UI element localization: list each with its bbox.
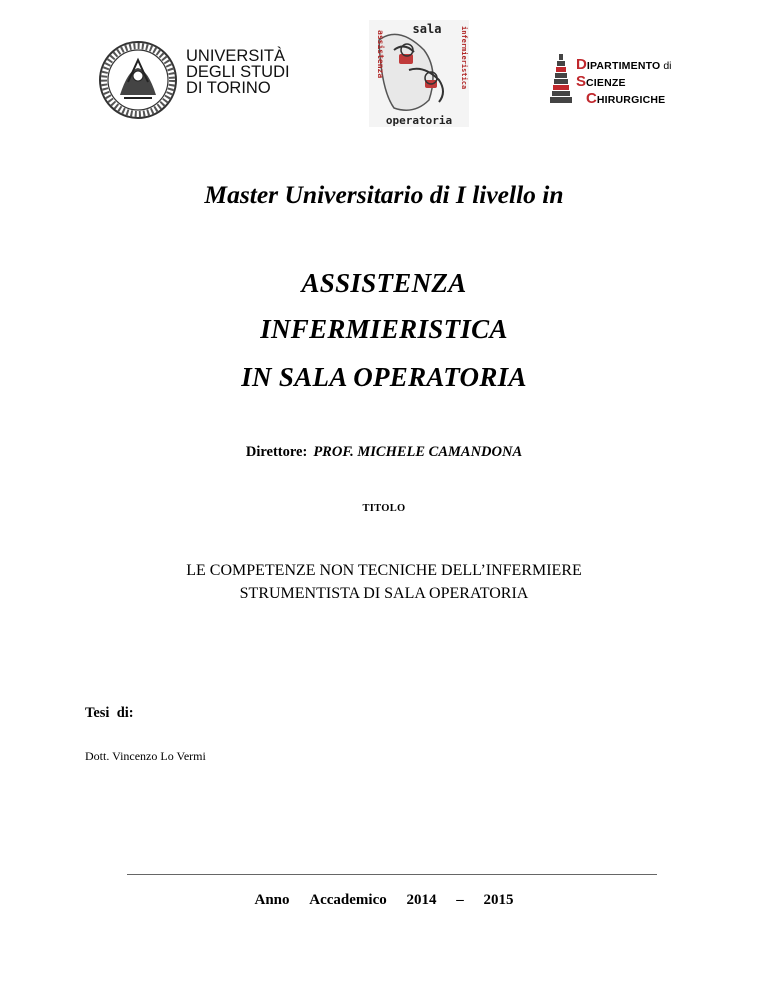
master-title: Master Universitario di I livello in bbox=[204, 180, 564, 209]
sala-logo-top-word: sala bbox=[412, 22, 442, 36]
department-line-3: CHIRURGICHE bbox=[586, 90, 666, 107]
university-name bbox=[186, 48, 290, 96]
university-line: DI TORINO bbox=[186, 79, 271, 97]
sala-logo-right-word: infermieristica bbox=[460, 26, 468, 90]
department-line-1: DIPARTIMENTO di bbox=[576, 56, 672, 73]
footer-divider bbox=[127, 874, 657, 875]
department-name bbox=[576, 57, 672, 108]
academic-year-end: 2015 bbox=[483, 892, 514, 908]
academic-year bbox=[0, 892, 768, 909]
academic-year-label-anno: Anno bbox=[254, 892, 290, 908]
author-name: Dott. Vincenzo Lo Vermi bbox=[85, 749, 206, 763]
thesis-title bbox=[0, 559, 768, 605]
course-title-line: INFERMIERISTICA bbox=[260, 314, 508, 344]
academic-year-start: 2014 bbox=[406, 892, 437, 908]
sala-logo-bottom-word: operatoria bbox=[385, 114, 453, 127]
director-label: Direttore: bbox=[245, 444, 308, 460]
thesis-by-label: Tesi di: bbox=[85, 705, 134, 721]
university-seal-logo bbox=[98, 40, 178, 120]
department-line-2: SCIENZE bbox=[576, 73, 626, 90]
academic-year-label-accademico: Accademico bbox=[309, 892, 387, 908]
course-title-line: IN SALA OPERATORIA bbox=[241, 362, 527, 392]
thesis-title-line: STRUMENTISTA DI SALA OPERATORIA bbox=[239, 585, 529, 602]
sala-operatoria-logo bbox=[369, 20, 469, 127]
title-label: TITOLO bbox=[362, 503, 406, 514]
sala-logo-left-word: assistenza bbox=[376, 30, 385, 79]
university-line: DEGLI STUDI bbox=[186, 63, 290, 81]
director-line bbox=[0, 444, 768, 461]
university-line: UNIVERSITÀ bbox=[186, 47, 286, 65]
director-name: PROF. MICHELE CAMANDONA bbox=[313, 444, 523, 460]
course-title-line: ASSISTENZA bbox=[301, 268, 467, 298]
thesis-title-line: LE COMPETENZE NON TECNICHE DELL’INFERMIERE bbox=[186, 562, 582, 579]
academic-year-dash: – bbox=[456, 892, 464, 908]
